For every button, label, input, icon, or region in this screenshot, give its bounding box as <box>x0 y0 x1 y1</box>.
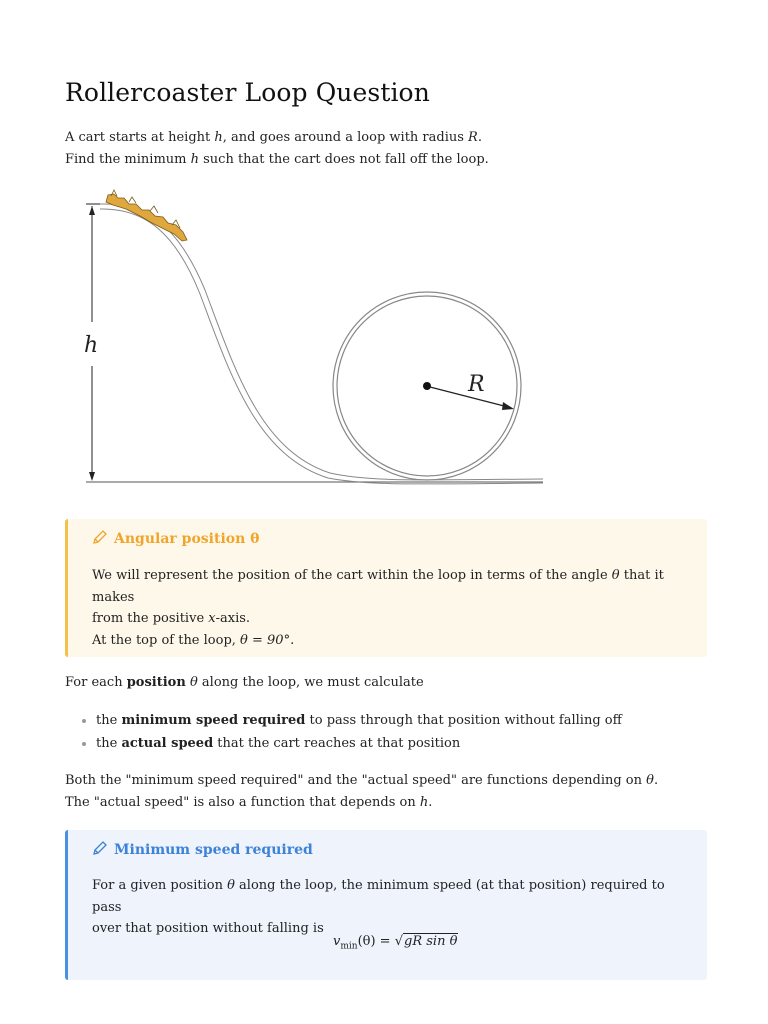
radius-label: R <box>468 372 485 397</box>
sqrt-symbol: √ <box>394 934 404 949</box>
body-text: For each <box>65 675 127 690</box>
bold-text: minimum speed required <box>121 713 306 728</box>
callout-body <box>92 875 687 940</box>
callout-title <box>92 529 260 549</box>
body-text: along the loop, we must calculate <box>197 675 424 690</box>
rollercoaster-diagram <box>0 185 768 495</box>
var-h: h <box>419 795 429 810</box>
loop-center-dot <box>423 382 431 390</box>
var-x: x <box>208 611 216 626</box>
var-theta: θ <box>185 675 198 690</box>
intro-text: , and goes around a loop with radius <box>222 130 469 145</box>
body-text: The "actual speed" is also a function that depends on <box>65 795 420 810</box>
body-text: along the loop, the minimum speed (at that position) required to pass <box>92 878 665 915</box>
track-rail-outer <box>100 204 543 480</box>
paragraph-functions <box>65 770 658 814</box>
bold-text: position <box>126 675 186 690</box>
height-label: h <box>84 333 99 358</box>
formula-text: (θ) = <box>357 934 395 949</box>
callout-title <box>92 840 313 860</box>
callout-title-text: Minimum speed required <box>114 842 313 858</box>
pencil-icon <box>92 529 108 549</box>
formula-radicand: gR sin θ <box>404 934 458 949</box>
var-theta: θ <box>611 568 620 583</box>
callout-title-text: Angular position θ <box>114 531 260 547</box>
callout-minimum-speed <box>65 830 707 980</box>
formula-vmin <box>333 934 458 952</box>
var-h: h <box>190 152 199 167</box>
body-text: the <box>96 713 122 728</box>
callout-angular-position <box>65 519 707 657</box>
body-text: . <box>653 773 659 788</box>
cart-body <box>106 194 187 241</box>
var-theta: θ <box>646 773 654 788</box>
list-item <box>96 732 622 755</box>
radius-arrowhead <box>502 402 514 410</box>
body-text: that the cart reaches at that position <box>213 736 461 751</box>
intro-text: such that the cart does not fall off the loop. <box>198 152 489 167</box>
body-text: At the top of the loop, <box>92 632 241 648</box>
height-arrow-down <box>89 472 95 481</box>
track-rail-inner <box>100 209 543 484</box>
equation-top-angle: θ = 90° <box>240 632 291 648</box>
body-text: For a given position <box>92 878 228 893</box>
callout-body <box>92 565 687 651</box>
height-arrow-up <box>89 206 95 215</box>
body-text: . <box>428 795 433 810</box>
page-title: Rollercoaster Loop Question <box>65 78 430 107</box>
body-text: . <box>290 632 295 648</box>
body-text: to pass through that position without falling off <box>305 713 622 728</box>
formula-var-v: v <box>333 934 341 949</box>
formula-subscript: min <box>340 941 358 952</box>
intro-text: A cart starts at height <box>65 130 215 145</box>
calculation-list <box>72 709 622 755</box>
body-text: We will represent the position of the cart within the loop in terms of the angle <box>92 568 612 583</box>
cart-icon <box>106 190 187 241</box>
body-text: -axis. <box>215 611 251 626</box>
var-r: R <box>468 130 478 145</box>
cart-riders <box>111 190 180 228</box>
body-text: over that position without falling is <box>92 921 324 936</box>
body-text: the <box>96 736 122 751</box>
intro-paragraph <box>65 127 489 171</box>
var-h: h <box>214 130 223 145</box>
body-text: from the positive <box>92 611 209 626</box>
track <box>100 204 543 484</box>
body-text: that it makes <box>92 568 664 605</box>
intro-text: . <box>477 130 482 145</box>
list-item <box>96 709 622 732</box>
body-text: Both the "minimum speed required" and the "actual speed" are functions depending on <box>65 773 647 788</box>
var-theta: θ <box>227 878 235 893</box>
paragraph-each-position <box>65 672 424 694</box>
pencil-icon <box>92 840 108 860</box>
bold-text: actual speed <box>121 736 214 751</box>
intro-text: Find the minimum <box>65 152 191 167</box>
